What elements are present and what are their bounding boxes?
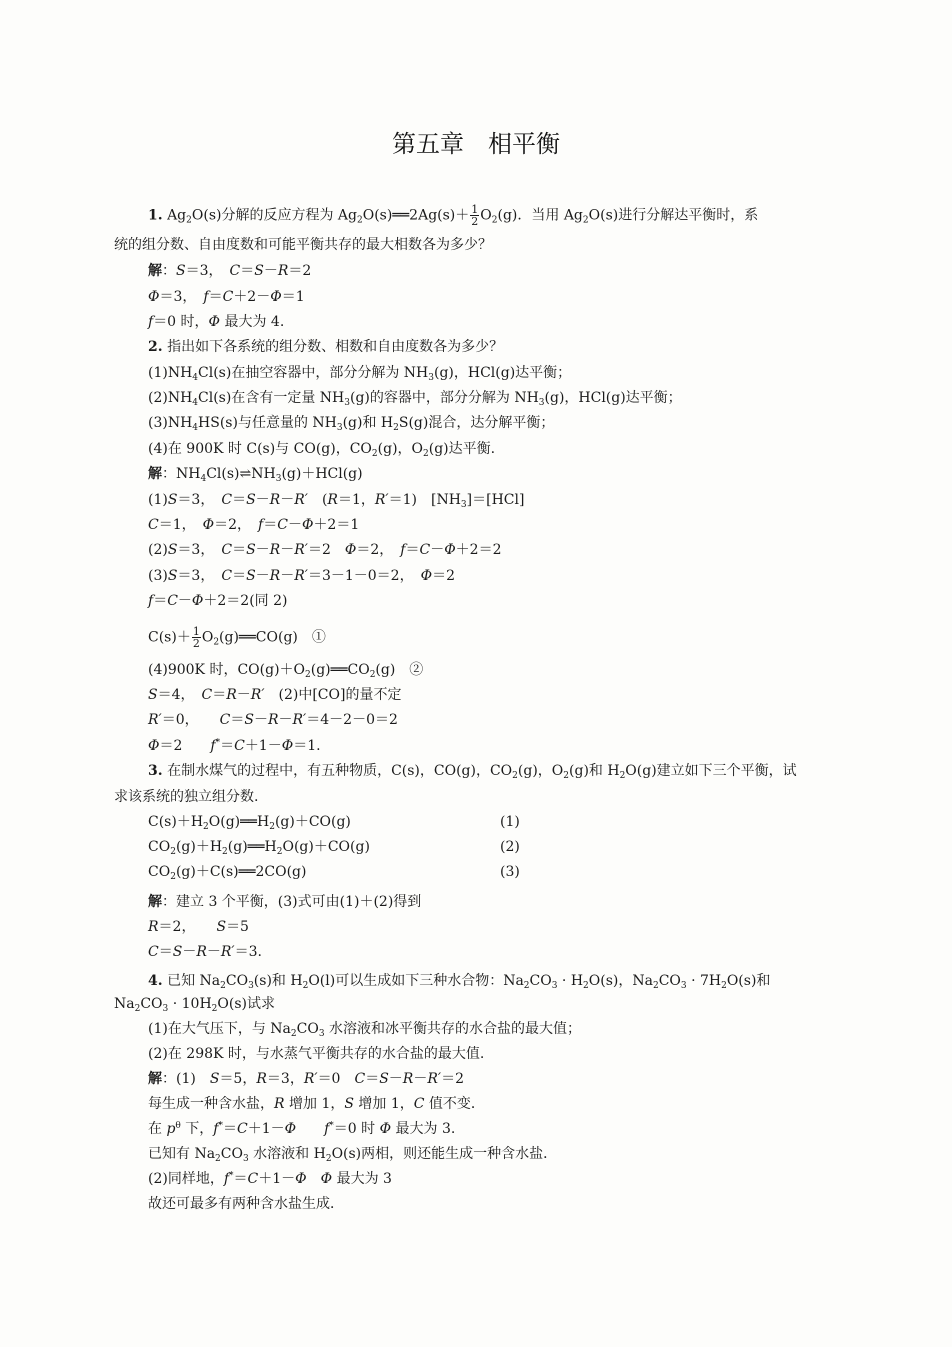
text-line-l08: $(2)NH_4Cl(s)$在含有一定量 $NH_3(g)$的容器中，部分分解为 $NH_3(g)$，HCl(g)达平衡； (148, 390, 682, 408)
text-line-l33: (2)在 298K 时，与水蒸气平衡共存的水合盐的最大值. (148, 1046, 485, 1062)
text-line-l35: 每生成一种含水盐，R 增加 1，S 增加 1，C 值不变． (148, 1096, 485, 1112)
text-line-l38: (2)同样地，f*＝C＋1－Φ Φ 最大为 3 (148, 1171, 392, 1187)
text-line-l36: 在 $p^\theta$ 下，f*＝C＋1－Φ f*＝0 时 Φ 最大为 3. (148, 1121, 456, 1137)
text-line-l19: S＝4， C＝R－R′ (2)中[CO]的量不定 (148, 687, 402, 703)
equation-number-e2: (2) (500, 839, 520, 855)
text-line-l34: 解：(1) S＝5，R＝3，R′＝0 C＝S－R－R′＝2 (148, 1071, 464, 1087)
text-line-l11: 解：$NH_4Cl(s)\rightleftharpoons NH_3(g)+HCl(g)$ (148, 466, 363, 484)
text-line-l39: 故还可最多有两种含水盐生成． (148, 1196, 344, 1212)
text-line-l10: (4)在 900K 时 C(s)与 CO(g)，$CO_2(g)$，$O_2(g)$达平衡. (148, 441, 496, 459)
text-line-l14: (2)S＝3， C＝S－R－R′＝2 Φ＝2， f＝C－Φ＋2＝2 (148, 542, 502, 558)
text-line-l01: 1. $Ag_2O(s)$分解的反应方程为 $Ag_2O(s)══2Ag(s)+$ $\frac{1}{2}$ $O_2(g)$．当用 $Ag_2O(s)$进行分解达平衡时，系 (148, 203, 759, 228)
text-line-l03: 解：S＝3， C＝S－R＝2 (148, 263, 312, 279)
text-line-l31: $Na_2CO_3 \cdot 10H_2O(s)$试求 (114, 996, 275, 1014)
text-line-l17: C(s)＋ $\frac{1}{2}$ $O_2(g)══CO(g)$ ① (148, 625, 326, 650)
text-line-l27: 解：建立 3 个平衡，(3)式可由(1)＋(2)得到 (148, 894, 422, 910)
text-line-l12: (1)S＝3， C＝S－R－R′ (R＝1，R′＝1) $[NH_3]=[HCl]$ (148, 492, 525, 510)
text-line-l37: 已知有 $Na_2CO_3$ 水溶液和 $H_2O(s)$两相，则还能生成一种含水盐． (148, 1146, 558, 1164)
text-line-l24: $C(s)+H_2O(g)══H_2(g)+CO(g)$ (148, 814, 351, 832)
text-line-l05: f＝0 时，Φ 最大为 4. (148, 314, 285, 330)
text-line-l15: (3)S＝3， C＝S－R－R′＝3－1－0＝2， Φ＝2 (148, 568, 455, 584)
text-line-l18: (4)900K 时，$CO(g)+O_2(g)══CO_2(g)$ ② (148, 662, 424, 680)
equation-number-e3: (3) (500, 864, 520, 880)
text-line-l32: (1)在大气压下，与 $Na_2CO_3$ 水溶液和冰平衡共存的水合盐的最大值； (148, 1021, 582, 1039)
text-line-l02: 统的组分数、自由度数和可能平衡共存的最大相数各为多少？ (114, 237, 492, 253)
text-line-l29: C＝S－R－R′＝3. (148, 944, 262, 960)
text-line-l26: $CO_2(g)+C(s)══2CO(g)$ (148, 864, 307, 882)
text-line-l04: Φ＝3， f＝C＋2－Φ＝1 (148, 289, 305, 305)
text-line-l16: f＝C－Φ＋2＝2(同 2) (148, 593, 288, 609)
text-line-l20: R′＝0， C＝S－R－R′＝4－2－0＝2 (148, 712, 398, 728)
text-line-l13: C＝1， Φ＝2， f＝C－Φ＋2＝1 (148, 517, 360, 533)
text-line-l25: $CO_2(g)+H_2(g)══H_2O(g)+CO(g)$ (148, 839, 370, 857)
text-line-l22: 3. 在制水煤气的过程中，有五种物质，C(s)，CO(g)，$CO_2(g)$，$O_2(g)$和 $H_2O(g)$建立如下三个平衡，试 (148, 763, 797, 781)
text-line-l28: R＝2， S＝5 (148, 919, 249, 935)
text-line-l09: $(3)NH_4HS(s)$与任意量的 $NH_3(g)$和 $H_2S(g)$混合，达分解平衡； (148, 415, 555, 433)
chapter-title: 第五章 相平衡 (392, 130, 560, 158)
text-line-l07: $(1)NH_4Cl(s)$在抽空容器中，部分分解为 $NH_3(g)$，HCl(g)达平衡； (148, 365, 572, 383)
text-line-l21: Φ＝2 f*＝C＋1－Φ＝1. (148, 738, 321, 754)
text-line-l23: 求该系统的独立组分数. (114, 789, 259, 805)
text-line-l06: 2. 指出如下各系统的组分数、相数和自由度数各为多少？ (148, 339, 504, 355)
equation-number-e1: (1) (500, 814, 520, 830)
text-line-l30: 4. 已知 $Na_2CO_3(s)$和 $H_2O(l)$可以生成如下三种水合物：$Na_2CO_3 \cdot H_2O(s)$，$Na_2CO_3 \cdot 7H_2O(s)$和 (148, 973, 771, 991)
